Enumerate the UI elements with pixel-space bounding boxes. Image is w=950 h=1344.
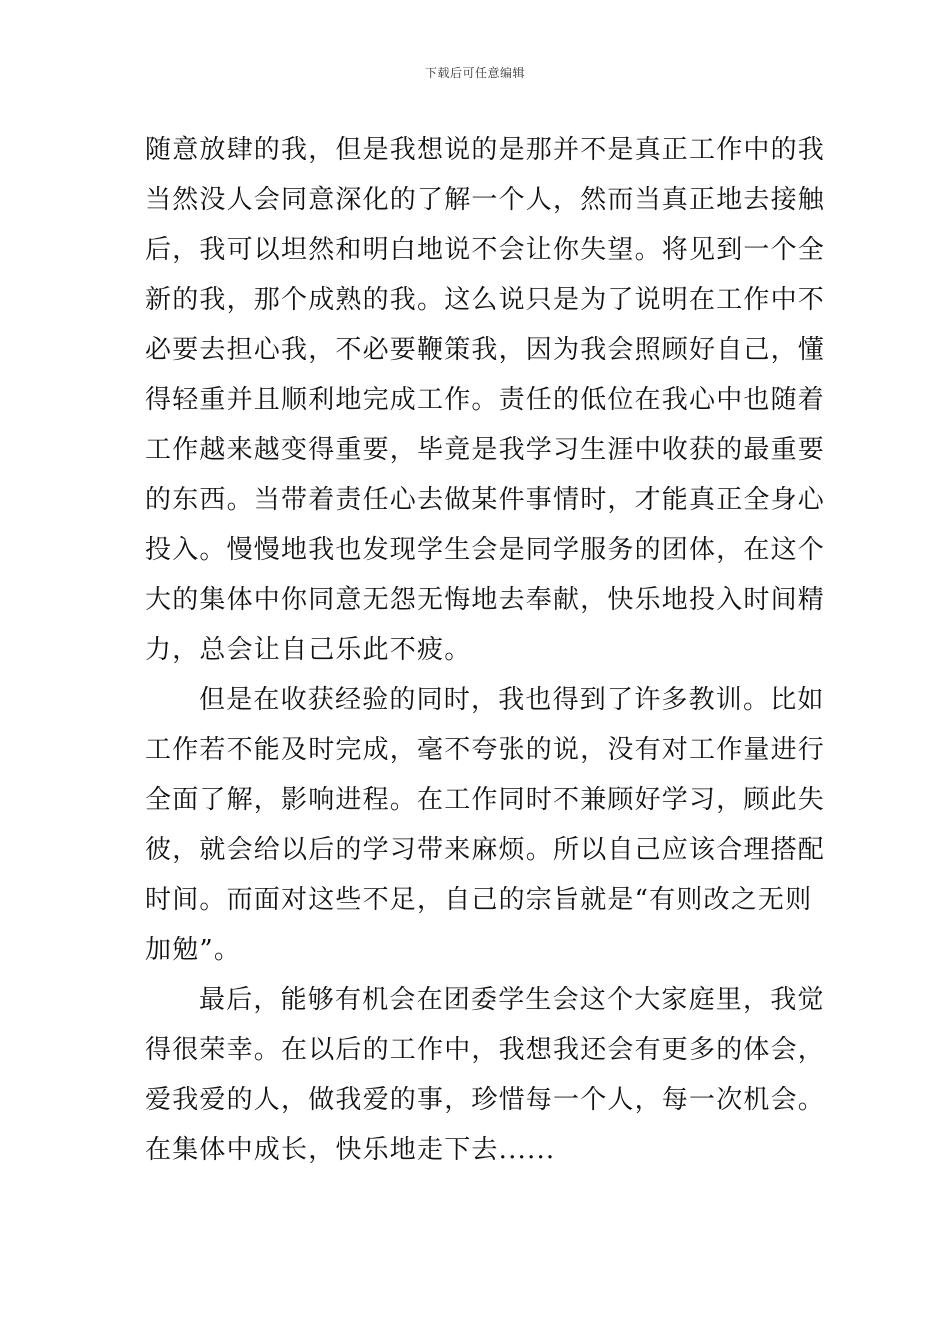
text-line: 工作若不能及时完成，毫不夸张的说，没有对工作量进行 <box>145 735 826 765</box>
text-line: 时间。而面对这些不足，自己的宗旨就是“有则改之无则 <box>145 885 813 915</box>
text-line: 当然没人会同意深化的了解一个人，然而当真正地去接触 <box>145 185 826 215</box>
text-line: 投入。慢慢地我也发现学生会是同学服务的团体，在这个 <box>145 535 826 565</box>
paragraph-first-line: 但是在收获经验的同时，我也得到了许多教训。比如 <box>199 685 825 715</box>
document-body <box>145 125 826 1175</box>
text-line: 随意放肆的我，但是我想说的是那并不是真正工作中的我 <box>145 135 826 165</box>
paragraph-first-line: 最后，能够有机会在团委学生会这个大家庭里，我觉 <box>199 985 825 1015</box>
text-line: 新的我，那个成熟的我。这么说只是为了说明在工作中不 <box>145 285 826 315</box>
text-line: 得很荣幸。在以后的工作中，我想我还会有更多的体会， <box>145 1035 826 1065</box>
text-line: 大的集体中你同意无怨无悔地去奉献，快乐地投入时间精 <box>145 585 826 615</box>
text-line: 爱我爱的人，做我爱的事，珍惜每一个人，每一次机会。 <box>145 1085 826 1115</box>
text-line: 彼，就会给以后的学习带来麻烦。所以自己应该合理搭配 <box>145 835 826 865</box>
text-line: 的东西。当带着责任心去做某件事情时，才能真正全身心 <box>145 485 826 515</box>
text-line: 工作越来越变得重要，毕竟是我学习生涯中收获的最重要 <box>145 435 826 465</box>
page-header: 下载后可任意编辑 <box>424 66 525 80</box>
text-line: 全面了解，影响进程。在工作同时不兼顾好学习，顾此失 <box>145 785 826 815</box>
text-line: 力，总会让自己乐此不疲。 <box>145 635 472 665</box>
text-line: 必要去担心我，不必要鞭策我，因为我会照顾好自己，懂 <box>145 335 826 365</box>
text-line: 后，我可以坦然和明白地说不会让你失望。将见到一个全 <box>145 235 826 265</box>
text-line: 加勉”。 <box>145 935 242 965</box>
text-line: 得轻重并且顺利地完成工作。责任的低位在我心中也随着 <box>145 385 826 415</box>
text-line: 在集体中成长，快乐地走下去...... <box>145 1135 556 1165</box>
